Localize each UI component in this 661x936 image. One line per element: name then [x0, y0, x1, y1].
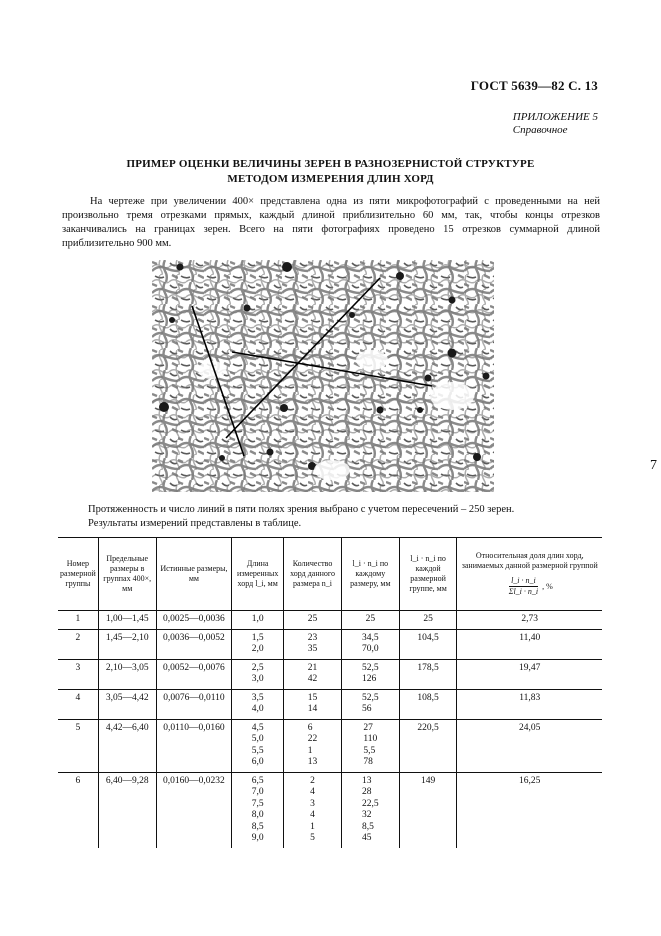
- cell-chord-count-stack: [308, 693, 318, 716]
- cell-chord-count-stack: [308, 723, 318, 769]
- cell-chord-count-value: 1: [307, 745, 313, 756]
- cell-chord-count-value: 1: [310, 821, 315, 832]
- cell-chord-count-value: 22: [307, 734, 318, 744]
- cell-per-group: 108,5: [399, 689, 457, 719]
- cell-per-group: 104,5: [399, 629, 457, 659]
- cell-chord-len: [232, 659, 284, 689]
- cell-chord-count-stack: [308, 663, 318, 686]
- cell-chord-len-value: 6,5: [251, 775, 264, 786]
- cell-chord-len: [232, 689, 284, 719]
- cell-chord-len-stack: [252, 633, 264, 656]
- table-row: [58, 772, 602, 848]
- cell-chord-count: [284, 689, 342, 719]
- cell-per-size-value: 22,5: [362, 798, 379, 809]
- cell-true-size: 0,0052—0,0076: [156, 659, 232, 689]
- cell-chord-count: [284, 719, 342, 772]
- cell-per-group: 220,5: [399, 719, 457, 772]
- cell-group-no: 5: [58, 719, 98, 772]
- cell-chord-count-value: 25: [307, 614, 318, 624]
- cell-share: 16,25: [457, 772, 602, 848]
- cell-true-size: 0,0025—0,0036: [156, 611, 232, 630]
- cell-chord-len-value: 1,0: [251, 614, 264, 624]
- cell-per-size-value: 25: [365, 614, 376, 624]
- cell-chord-count-value: 23: [307, 632, 318, 643]
- cell-chord-len: [232, 611, 284, 630]
- cell-group-no: 3: [58, 659, 98, 689]
- cell-true-size: 0,0076—0,0110: [156, 689, 232, 719]
- cell-chord-count-value: 2: [310, 775, 315, 786]
- cell-size-range: 1,00—1,45: [98, 611, 156, 630]
- cell-size-range: 1,45—2,10: [98, 629, 156, 659]
- cell-chord-count: [284, 611, 342, 630]
- cell-per-size-value: 52,5: [362, 692, 379, 703]
- cell-true-size: 0,0036—0,0052: [156, 629, 232, 659]
- cell-chord-len-value: 1,5: [251, 632, 264, 643]
- cell-chord-len-value: 2,5: [251, 662, 264, 673]
- cell-per-size-stack: [362, 776, 379, 845]
- cell-per-size: [341, 772, 399, 848]
- summary-text: [88, 503, 608, 531]
- header-share: [457, 538, 602, 611]
- cell-chord-count-value: 21: [307, 662, 318, 673]
- cell-chord-len-value: 7,0: [251, 787, 264, 797]
- summary-line-2: Результаты измерений представлены в таблице.: [88, 518, 302, 529]
- header-group-no: Номер размерной группы: [58, 538, 98, 611]
- cell-per-size-stack: [363, 723, 377, 769]
- cell-share: 11,83: [457, 689, 602, 719]
- header-true-size: Истинные размеры, мм: [156, 538, 232, 611]
- cell-chord-count-value: 14: [307, 704, 318, 714]
- cell-per-size-value: 28: [362, 787, 372, 797]
- cell-chord-count: [284, 629, 342, 659]
- section-heading: [60, 157, 601, 187]
- cell-per-size-stack: [362, 633, 379, 656]
- cell-per-size-value: 70,0: [362, 644, 379, 654]
- summary-line-1: Протяженность и число линий в пяти полях зрения выбрано с учетом пересечений – 250 зерен.: [88, 504, 515, 515]
- cell-per-size: [341, 719, 399, 772]
- cell-chord-len-stack: [252, 614, 264, 626]
- cell-chord-len-value: 6,0: [251, 757, 264, 767]
- cell-per-size-value: 56: [362, 704, 372, 714]
- table-header-row: [58, 538, 602, 611]
- appendix-label-block: [513, 111, 598, 137]
- cell-per-size: [341, 689, 399, 719]
- microphotograph: [152, 260, 494, 492]
- cell-chord-len: [232, 629, 284, 659]
- cell-share: 24,05: [457, 719, 602, 772]
- cell-per-size-value: 78: [363, 757, 373, 767]
- header-share-text: Относительная доля длин хорд, занимаемых данной размерной группой: [461, 551, 598, 570]
- cell-per-group: 25: [399, 611, 457, 630]
- cell-group-no: 1: [58, 611, 98, 630]
- cell-per-size-value: 52,5: [362, 662, 379, 673]
- cell-per-size-value: 110: [363, 734, 378, 744]
- cell-chord-count-value: 3: [310, 798, 315, 809]
- header-per-size: l_i · n_i по каждому размеру, мм: [341, 538, 399, 611]
- edge-mark: 7: [650, 458, 657, 473]
- cell-chord-len: [232, 719, 284, 772]
- heading-line-1: ПРИМЕР ОЦЕНКИ ВЕЛИЧИНЫ ЗЕРЕН В РАЗНОЗЕРНИСТОЙ СТРУКТУРЕ: [126, 158, 535, 170]
- table-row: [58, 719, 602, 772]
- cell-chord-count-stack: [310, 776, 315, 845]
- cell-chord-count-value: 4: [310, 787, 315, 797]
- cell-true-size: 0,0110—0,0160: [156, 719, 232, 772]
- cell-per-size-stack: [366, 614, 376, 626]
- cell-chord-len-value: 4,0: [251, 704, 264, 714]
- cell-size-range: 4,42—6,40: [98, 719, 156, 772]
- cell-per-group: 178,5: [399, 659, 457, 689]
- cell-per-size: [341, 611, 399, 630]
- cell-chord-len-value: 9,0: [251, 833, 264, 843]
- cell-per-size-value: 126: [362, 674, 377, 684]
- cell-chord-count-value: 4: [310, 810, 315, 820]
- header-chord-len: Длина измеренных хорд l_i, мм: [232, 538, 284, 611]
- cell-size-range: 6,40—9,28: [98, 772, 156, 848]
- appendix-sublabel: Справочное: [512, 124, 568, 136]
- table-body: [58, 611, 602, 848]
- cell-chord-count-value: 13: [307, 757, 318, 767]
- share-formula-numerator: l_i · n_i: [511, 576, 536, 585]
- cell-per-size-value: 5,5: [363, 745, 376, 756]
- cell-chord-len-stack: [252, 663, 264, 686]
- cell-chord-len-value: 8,5: [251, 821, 264, 832]
- cell-per-size-stack: [362, 663, 379, 686]
- cell-chord-count: [284, 659, 342, 689]
- header-size-range: Предельные размеры в группах 400×, мм: [98, 538, 156, 611]
- cell-per-size: [341, 629, 399, 659]
- cell-per-size-value: 13: [362, 775, 372, 786]
- cell-per-size-value: 27: [363, 722, 373, 733]
- cell-share: 11,40: [457, 629, 602, 659]
- cell-per-size-value: 8,5: [362, 821, 374, 832]
- cell-chord-count-value: 5: [310, 833, 315, 843]
- results-table: [58, 537, 602, 848]
- heading-line-2: МЕТОДОМ ИЗМЕРЕНИЯ ДЛИН ХОРД: [227, 173, 434, 185]
- table-row: [58, 689, 602, 719]
- cell-share: 19,47: [457, 659, 602, 689]
- page-header-title: ГОСТ 5639—82 С. 13: [470, 78, 598, 93]
- cell-group-no: 2: [58, 629, 98, 659]
- cell-size-range: 2,10—3,05: [98, 659, 156, 689]
- cell-per-size-value: 32: [362, 810, 372, 820]
- cell-group-no: 4: [58, 689, 98, 719]
- cell-chord-count-value: 42: [307, 674, 318, 684]
- intro-paragraph: На чертеже при увеличении 400× представлена одна из пяти микрофотографий с проведенными на ней произвольно тремя отрезками прямых, каждый длиной приблизительно 60 мм, так, чтобы концы отрезков заканчивались на границах зерен. Всего на пяти фотографиях проведено 15 отрезков суммарной длиной приблизительно 900 мм.: [62, 196, 600, 249]
- cell-chord-len-value: 5,0: [251, 734, 264, 744]
- cell-chord-len-stack: [252, 776, 264, 845]
- appendix-label: ПРИЛОЖЕНИЕ 5: [512, 111, 598, 123]
- cell-chord-len-value: 3,0: [251, 674, 264, 684]
- cell-chord-len-value: 8,0: [251, 810, 264, 820]
- cell-chord-len-stack: [252, 723, 264, 769]
- header-chord-count: Количество хорд данного размера n_i: [284, 538, 342, 611]
- cell-chord-count-value: 15: [307, 692, 318, 703]
- cell-chord-len-value: 7,5: [251, 798, 264, 809]
- header-per-group: l_i · n_i по каждой размерной группе, мм: [399, 538, 457, 611]
- cell-chord-count-stack: [308, 614, 318, 626]
- cell-chord-len-value: 5,5: [251, 745, 264, 756]
- cell-per-size: [341, 659, 399, 689]
- cell-chord-count: [284, 772, 342, 848]
- cell-chord-len-value: 2,0: [251, 644, 264, 654]
- share-formula-unit: , %: [542, 581, 553, 591]
- cell-chord-count-value: 6: [307, 722, 313, 733]
- cell-per-size-value: 34,5: [362, 632, 379, 643]
- cell-size-range: 3,05—4,42: [98, 689, 156, 719]
- cell-chord-len-value: 4,5: [251, 722, 264, 733]
- cell-chord-len-value: 3,5: [251, 692, 264, 703]
- cell-share: 2,73: [457, 611, 602, 630]
- cell-chord-count-value: 35: [307, 644, 318, 654]
- table-row: [58, 629, 602, 659]
- table-row: [58, 611, 602, 630]
- share-formula-denominator: Σl_i · n_i: [508, 587, 539, 596]
- table-row: [58, 659, 602, 689]
- cell-true-size: 0,0160—0,0232: [156, 772, 232, 848]
- cell-group-no: 6: [75, 775, 81, 786]
- cell-per-size-value: 45: [362, 833, 372, 843]
- cell-per-size-stack: [362, 693, 379, 716]
- cell-chord-len-stack: [252, 693, 264, 716]
- cell-chord-count-stack: [308, 633, 318, 656]
- cell-per-group: 149: [399, 772, 457, 848]
- header-share-formula: [507, 576, 553, 597]
- cell-chord-len: [232, 772, 284, 848]
